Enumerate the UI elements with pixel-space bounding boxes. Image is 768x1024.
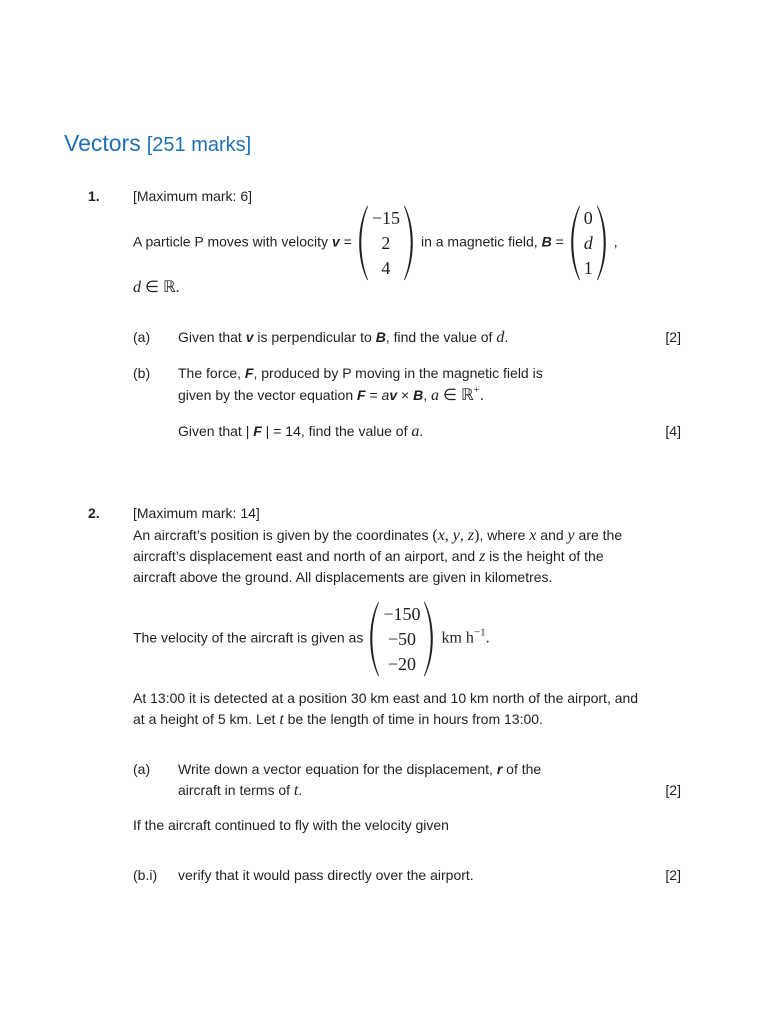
part-text (178, 421, 665, 442)
math-variable: z (479, 548, 486, 565)
text-run: , find the value of (385, 329, 497, 345)
text-run: A particle P moves with velocity (133, 233, 332, 250)
vector-symbol: r (496, 761, 503, 777)
text-run: be the length of time in hours from 13:00. (283, 711, 543, 727)
text-line (133, 525, 622, 546)
text-run: = (365, 387, 382, 403)
left-parenthesis (369, 601, 379, 677)
stem-line (133, 205, 618, 281)
vector-entries (379, 601, 424, 677)
text-run: | = 14, find the value of (261, 423, 412, 439)
text-line (133, 709, 638, 730)
column-vector (570, 205, 607, 281)
vector-symbol: v (389, 387, 398, 403)
text-run: Given that (178, 329, 246, 345)
velocity-line (133, 601, 490, 677)
text-line (133, 688, 638, 709)
part-b-i (133, 865, 681, 886)
text-line (178, 759, 665, 780)
math-text: ∈ ℝ (439, 387, 474, 404)
part-label: (b.i) (133, 867, 158, 883)
part-text (178, 865, 665, 886)
text-run: aircraft’s displacement east and north of an airport, and (133, 548, 480, 564)
vector-symbol: v (245, 329, 254, 345)
math-variable: y (452, 527, 460, 544)
math-variable: t (293, 782, 299, 799)
part-b-given (133, 421, 681, 442)
text-run: . (298, 782, 303, 798)
math-variable: z (467, 527, 475, 544)
text-run: . (504, 329, 509, 345)
text-run: . (419, 423, 424, 439)
math-variable: a (431, 387, 440, 404)
part-text (178, 327, 665, 348)
part-label: (a) (133, 761, 151, 777)
part-a (133, 327, 681, 348)
math-text: km h (441, 629, 474, 647)
text-run: is perpendicular to (253, 329, 376, 345)
text-line (178, 327, 665, 348)
math-text: . (479, 387, 484, 404)
text-line (133, 567, 622, 588)
section-total-marks: [251 marks] (146, 134, 252, 156)
math-variable: d (133, 279, 141, 296)
vector-symbol: B (413, 387, 424, 403)
text-run: are the (574, 527, 623, 543)
vector-entries (580, 205, 597, 281)
text-run: × (397, 387, 414, 403)
scalar-symbol: a (381, 387, 390, 403)
text-run: , produced by P moving in the magnetic field is (253, 365, 543, 381)
question-stem (133, 525, 622, 588)
vector-entry: −150 (383, 603, 421, 624)
vector-symbol: F (253, 423, 262, 439)
condition-line (133, 815, 449, 836)
text-run: at a height of 5 km. Let (133, 711, 280, 727)
text-run: Given that | (178, 423, 254, 439)
max-mark: [Maximum mark: 6] (133, 188, 253, 204)
right-parenthesis (597, 205, 607, 281)
text-line (178, 384, 681, 407)
text-run: At 13:00 it is detected at a position 30 km east and 10 km north of the airport, and (133, 690, 639, 706)
vector-entry: −20 (387, 653, 416, 674)
part-a (133, 759, 681, 801)
text-run: aircraft above the ground. All displacements are given in kilometres. (133, 569, 553, 585)
text-run: Write down a vector equation for the displacement, (178, 761, 497, 777)
math-variable: x (437, 527, 445, 544)
math-variable: x (529, 527, 537, 544)
text-run: , (613, 233, 618, 250)
math-variable: d (496, 329, 505, 346)
math-variable: a (411, 423, 420, 440)
text-run: = (339, 233, 352, 250)
part-text (178, 362, 681, 407)
text-line (178, 421, 665, 442)
text-run: The force, (178, 365, 245, 381)
text-run: An aircraft’s position is given by the coordinates (133, 527, 433, 543)
mark-allocation: [2] (665, 782, 681, 798)
page-title (64, 126, 251, 161)
text-line (178, 362, 681, 384)
text-run: The velocity of the aircraft is given as (133, 629, 364, 646)
question-number: 1. (88, 188, 100, 204)
max-mark: [Maximum mark: 14] (133, 505, 260, 521)
mark-allocation: [2] (665, 867, 681, 883)
text-run: and (536, 527, 568, 543)
math-text: , (459, 527, 468, 544)
position-paragraph (133, 688, 638, 730)
math-text: . (485, 629, 490, 647)
text-run: , (423, 387, 432, 403)
left-parenthesis (570, 205, 580, 281)
mark-allocation: [4] (665, 423, 681, 439)
math-variable: t (279, 711, 284, 728)
math-text: ( (432, 527, 438, 544)
part-label: (b) (133, 365, 151, 381)
text-run: in a magnetic field, (420, 233, 542, 250)
vector-entry: 2 (381, 232, 391, 253)
vector-entry: 0 (583, 207, 593, 228)
text-run: of the (502, 761, 542, 777)
text-run: verify that it would pass directly over the airport. (178, 867, 474, 883)
question-number: 2. (88, 505, 100, 521)
part-label: (a) (133, 329, 151, 345)
mark-allocation: [2] (665, 329, 681, 345)
vector-symbol: v (331, 233, 340, 250)
part-b (133, 362, 681, 407)
text-run: = (551, 233, 564, 250)
part-text (178, 759, 665, 801)
text-run: given by the vector equation (178, 387, 358, 403)
vector-symbol: B (375, 329, 386, 345)
column-vector (358, 205, 414, 281)
left-parenthesis (358, 205, 368, 281)
text-run: aircraft in terms of (178, 782, 294, 798)
vector-entry: d (583, 232, 593, 253)
vector-symbol: F (357, 387, 366, 403)
superscript: −1 (473, 626, 486, 639)
math-text: ) (474, 527, 480, 544)
text-line (133, 546, 622, 567)
vector-symbol: B (541, 233, 552, 250)
text-run: , where (479, 527, 530, 543)
superscript: + (473, 384, 480, 396)
math-text: ∈ ℝ. (141, 279, 180, 296)
text-run: If the aircraft continued to fly with the velocity given (133, 817, 449, 833)
stem-line (133, 277, 180, 298)
part-label-spacer (133, 421, 178, 442)
vector-entry: 4 (381, 257, 391, 278)
text-line (178, 865, 665, 886)
text-line (178, 780, 665, 801)
math-variable: y (567, 527, 575, 544)
section-title: Vectors (64, 130, 141, 156)
vector-symbol: F (244, 365, 254, 381)
right-parenthesis (404, 205, 414, 281)
vector-entries (368, 205, 404, 281)
vector-entry: −50 (387, 628, 416, 649)
vector-entry: 1 (583, 257, 593, 278)
column-vector (369, 601, 434, 677)
text-run: is the height of the (485, 548, 604, 564)
vector-entry: −15 (371, 207, 400, 228)
right-parenthesis (424, 601, 434, 677)
math-text: , (444, 527, 453, 544)
